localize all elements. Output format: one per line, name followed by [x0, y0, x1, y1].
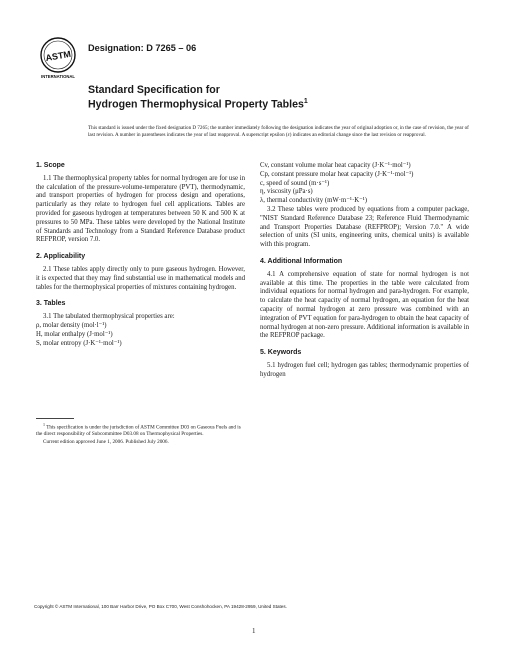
astm-logo	[38, 36, 78, 80]
property-item: Cp, constant pressure molar heat capacity (J·K⁻¹·mol⁻¹)	[260, 170, 414, 178]
svg-text:INTERNATIONAL: INTERNATIONAL	[41, 74, 75, 79]
copyright-line: Copyright © ASTM International, 100 Barr Harbor Drive, PO Box C700, West Conshohocken, PA 19428-2959, United States.	[34, 604, 287, 609]
designation: Designation: D 7265 – 06	[88, 43, 197, 53]
section-tables	[36, 300, 245, 348]
section-applicability	[36, 253, 245, 292]
page-title	[88, 98, 308, 111]
footnote-text: This specification is under the jurisdiction of ASTM Committee D03 on Gaseous Fuels and is the direct responsibility of Subcommittee D03.08 on Thermophysical Properties.	[36, 424, 241, 438]
section-heading: 2. Applicability	[36, 253, 86, 261]
svg-text:ASTM: ASTM	[44, 48, 72, 64]
footnote	[36, 422, 245, 447]
property-item: λ, thermal conductivity (mW·m⁻¹·K⁻¹)	[260, 197, 368, 205]
property-item: Cv, constant volume molar heat capacity (J·K⁻¹·mol⁻¹)	[260, 162, 411, 169]
paragraph: 5.1 hydrogen fuel cell; hydrogen gas tables; thermodynamic properties of hydrogen	[260, 361, 469, 378]
section-keywords	[260, 349, 469, 379]
section-scope	[36, 162, 245, 245]
title-line-2: Hydrogen Thermophysical Property Tables	[88, 98, 304, 111]
paragraph: 4.1 A comprehensive equation of state for normal hydrogen is not available at this time. The properties in the table were calculated from individual equations for normal hydrogen and para-hydrogen. For example, to calculate the heat capacity of normal hydrogen, an equation for the heat capacity of normal hydrogen at zero pressure was combined with an integration of PVT equation for para-hydrogen to obtain the heat capacity of normal hydrogen at non-zero pressure. Additional information is available in the REFPROP package.	[260, 270, 469, 340]
section-tables-continued	[260, 162, 469, 250]
section-additional-information	[260, 258, 469, 341]
title-footnote-mark: 1	[303, 98, 308, 105]
section-heading: 1. Scope	[36, 162, 65, 169]
property-item: S, molar entropy (J·K⁻¹·mol⁻¹)	[36, 339, 122, 347]
footnote-mark: 1	[43, 422, 45, 427]
page-number: 1	[252, 627, 256, 635]
paragraph: 1.1 The thermophysical property tables for normal hydrogen are for use in the calculation of the pressure-volume-temperature (PVT), thermodynamic, and transport properties of hydrogen for process design and operations, particularly as they relate to hydrogen fuel cell applications. Tables are provided for gaseous hydrogen at temperatures between 50 K and 500 K at pressures to 50 MPa. These tables were developed by the National Institute of Standards and Technology from a Standard Reference Database product REFPROP, version 7.0.	[36, 174, 245, 244]
property-item: η, viscosity (μPa·s)	[260, 188, 313, 196]
footnote-item: Current edition approved June 1, 2006. Published July 2006.	[43, 438, 169, 445]
title-line-1: Standard Specification for	[88, 84, 220, 96]
standard-notice: This standard is issued under the fixed designation D 7265; the number immediately following the designation indicates the year of original adoption or, in the case of revision, the year of last revision. A number in parentheses indicates the year of last reapproval. A superscript epsilon (ε) indicates an editorial change since the last revision or reapproval.	[88, 125, 469, 139]
property-item: H, molar enthalpy (J·mol⁻¹)	[36, 330, 113, 338]
right-column	[260, 162, 469, 388]
paragraph: 2.1 These tables apply directly only to pure gaseous hydrogen. However, it is expected that they may find substantial use in mathematical models and tables for the thermophysical properties of mixtures containing hydrogen.	[36, 265, 245, 291]
footnote-item	[36, 422, 245, 438]
left-column	[36, 162, 245, 356]
section-heading: 4. Additional Information	[260, 257, 343, 265]
section-heading: 3. Tables	[36, 300, 66, 308]
property-item: ρ, molar density (mol·l⁻¹)	[36, 321, 107, 329]
section-heading: 5. Keywords	[260, 349, 302, 357]
paragraph: 3.1 The tabulated thermophysical properties are:	[43, 313, 175, 321]
paragraph: 3.2 These tables were produced by equations from a computer package, "NIST Standard Reference Database 23; Reference Fluid Thermodynamic and Transport Properties Database (REFPROP); Version 7.0." A wide selection of units (SI units, engineering units, chemical units) is available with this program.	[260, 205, 469, 249]
footnote-divider	[36, 418, 74, 419]
property-item: c, speed of sound (m·s⁻¹)	[260, 179, 330, 187]
